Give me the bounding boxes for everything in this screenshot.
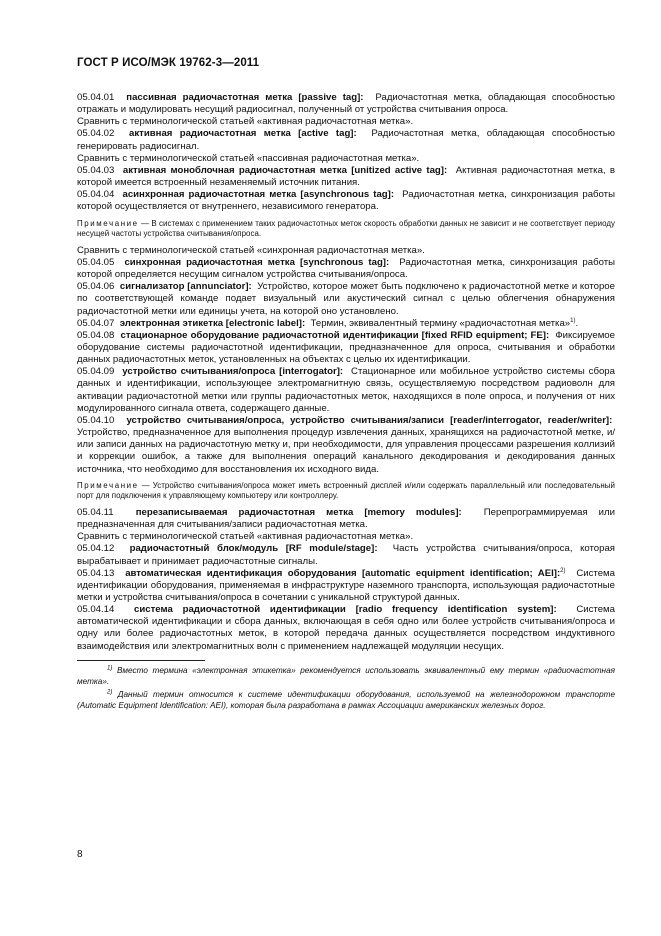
footnote-divider [77, 660, 205, 661]
entry-term: устройство считывания/опроса, устройство считывания/записи [reader/interrogator, reader/writer]: [126, 414, 613, 426]
entry-term: асинхронная радиочастотная метка [asynchronous tag]: [122, 189, 395, 201]
term-entry [77, 543, 615, 567]
footnote [77, 689, 615, 711]
term-entry [77, 92, 615, 116]
entry-definition: Радиочастотная метка, обладающая способностью генерировать радиосигнал. [77, 128, 616, 152]
entry-number: 05.04.06 [77, 281, 115, 293]
entry-term: активная радиочастотная метка [active tag]: [129, 128, 357, 140]
note-label: Примечание [77, 218, 139, 228]
footnote-ref: 1) [570, 317, 576, 324]
compare-note: Сравнить с терминологической статьей «синхронная радиочастотная метка». [77, 244, 425, 256]
entry-term: перезаписываемая радиочастотная метка [memory modules]: [135, 506, 462, 518]
entry-term: автоматическая идентификация оборудования [automatic equipment identification; AEI]: [125, 567, 561, 579]
entry-number: 05.04.09 [77, 366, 115, 378]
compare-note: Сравнить с терминологической статьей «активная радиочастотная метка». [77, 116, 414, 128]
term-entry [77, 128, 615, 152]
document-header: ГОСТ Р ИСО/МЭК 19762-3—2011 [77, 57, 260, 69]
entry-tail: . [575, 317, 579, 329]
entry-term: синхронная радиочастотная метка [synchronous tag]: [124, 256, 390, 268]
term-entry [77, 415, 615, 476]
entry-number: 05.04.08 [77, 329, 115, 341]
entry-number: 05.04.11 [77, 506, 114, 518]
entry-definition: Термин, эквивалентный термину «радиочастотная метка» [310, 317, 571, 329]
document-page [77, 57, 615, 713]
footnote-mark: 2) [107, 689, 113, 696]
entry-term: сигнализатор [annunciator]: [119, 281, 252, 293]
entry-definition: Перепрограммируемая или предназначенная для считывания/записи радиочастотная метка. [77, 506, 615, 531]
footnote-text: Вместо термина «электронная этикетка» рекомендуется использовать эквивалентный ему термин «радиочастотная метка». [77, 665, 615, 686]
entry-number: 05.04.12 [77, 543, 115, 555]
footnote-mark: 1) [107, 665, 113, 672]
entry-definition: Система идентификации оборудования, применяемая в инфраструктуре наземного транспорта, использующая радиочастотные метки и устройства считывания/опроса в сочетании с уникальной структурой данных. [77, 567, 615, 603]
footnote [77, 665, 615, 687]
entry-definition: Радиочастотная метка, обладающая способностью отражать и модулировать несущий радиосигнал, полученный от устройства считывания опроса. [77, 92, 615, 116]
entry-definition: Стационарное или мобильное устройство системы сбора данных и идентификации, использующее электромагнитную связь, осуществляемую посредством радиоволн для активации радиочастотной метки или группы радиочастотных меток, находящихся в поле опроса, и получения от них модулированного сигнала ответа, содержащего данные. [77, 366, 615, 414]
entry-definition: Устройство, которое может быть подключено к радиочастотной метке и которое по соответствующей команде подает визуальный или акустический сигнал с целью облегчения обнаружения радиочастотной метки или единицы учета, на которой оно установлено. [77, 281, 615, 317]
entry-number: 05.04.02 [77, 128, 115, 140]
entry-number: 05.04.10 [77, 414, 115, 426]
entry-number: 05.04.13 [77, 567, 115, 579]
term-entry [77, 189, 615, 213]
term-entry [77, 257, 615, 281]
compare-note: Сравнить с терминологической статьей «пассивная радиочастотная метка». [77, 152, 420, 164]
term-entry [77, 366, 615, 415]
entry-term: электронная этикетка [electronic label]: [119, 317, 306, 329]
entry-term: система радиочастотной идентификации [radio frequency identification system]: [134, 604, 557, 616]
entry-term: пассивная радиочастотная метка [passive tag]: [126, 92, 364, 103]
entry-number: 05.04.03 [77, 164, 115, 176]
note [77, 481, 615, 502]
entry-definition: Радиочастотная метка, синхронизация работы которой осуществляется от внутреннего, независимого генератора. [77, 189, 615, 213]
entry-number: 05.04.05 [77, 256, 115, 268]
entry-number: 05.04.01 [77, 92, 115, 103]
footnote-ref: 2) [560, 567, 566, 574]
compare-note: Сравнить с терминологической статьей «активная радиочастотная метка». [77, 531, 414, 543]
note-text: — В системах с применением таких радиочастотных меток скорость обработки данных не зависит и не соответствует периоду несущей частоты устройства считывания/опроса. [77, 218, 615, 239]
note [77, 219, 615, 240]
entry-definition: Фиксируемое оборудование системы радиочастотной идентификации, предназначенное для опроса, считывания и обработки данных радиочастотных меток, установленных на объектах с целью их идентификации. [77, 329, 615, 366]
note-text: — Устройство считывания/опроса может иметь встроенный дисплей и/или содержать параллельный или последовательный порт для подключения к управляющему компьютеру или контроллеру. [77, 480, 615, 501]
term-entry [77, 507, 615, 531]
entry-term: устройство считывания/опроса [interrogator]: [122, 366, 344, 378]
term-entry [77, 330, 615, 366]
entry-definition: Часть устройства считывания/опроса, которая вырабатывает и принимает радиочастотные сигналы. [77, 543, 615, 567]
term-entry [77, 604, 615, 653]
footnote-text: Данный термин относится к системе идентификации оборудования, используемой на железнодорожном транспорте (Automatic Equipment Identification: AEI), которая была разработана в рамках Ассоциации американских железных дорог. [77, 689, 615, 710]
entry-term: радиочастотный блок/модуль [RF module/stage]: [129, 543, 378, 555]
entry-definition: Радиочастотная метка, синхронизация работы которой определяется несущим сигналом устройства считывания/опроса. [77, 256, 615, 281]
entry-term: стационарное оборудование радиочастотной идентификации [fixed RFID equipment; FE]: [120, 329, 550, 341]
term-entry [77, 165, 615, 189]
entry-definition: Устройство, предназначенное для выполнения процедур извлечения данных, хранящихся на радиочастотной метке, и/или записи данных на радиочастотную метку и, при необходимости, для управления процессами разрешения коллизий и коррекции ошибок, а также для выполнения операций канального декодирования и декодирования данных источника, что необходимо для восстановления их исходного вида. [77, 427, 615, 475]
entry-number: 05.04.04 [77, 189, 115, 201]
term-entry [77, 281, 615, 317]
entry-definition: Активная радиочастотная метка, в которой имеется встроенный незаменяемый источник питания. [77, 164, 615, 189]
entry-definition: Система автоматической идентификации и сбора данных, включающая в себя одно или более устройств считывания/опроса и одну или более радиочастотных меток, в которой передача данных осуществляется посредством индуктивного взаимодействия или электромагнитных волн с применением надлежащей модуляции несущих. [77, 604, 615, 652]
entry-term: активная моноблочная радиочастотная метка [unitized active tag]: [122, 164, 448, 176]
entry-number: 05.04.07 [77, 317, 115, 329]
note-label: Примечание [77, 480, 139, 490]
term-entry [77, 318, 615, 330]
entry-number: 05.04.14 [77, 604, 115, 616]
page-number: 8 [77, 849, 83, 860]
term-entry [77, 568, 615, 604]
